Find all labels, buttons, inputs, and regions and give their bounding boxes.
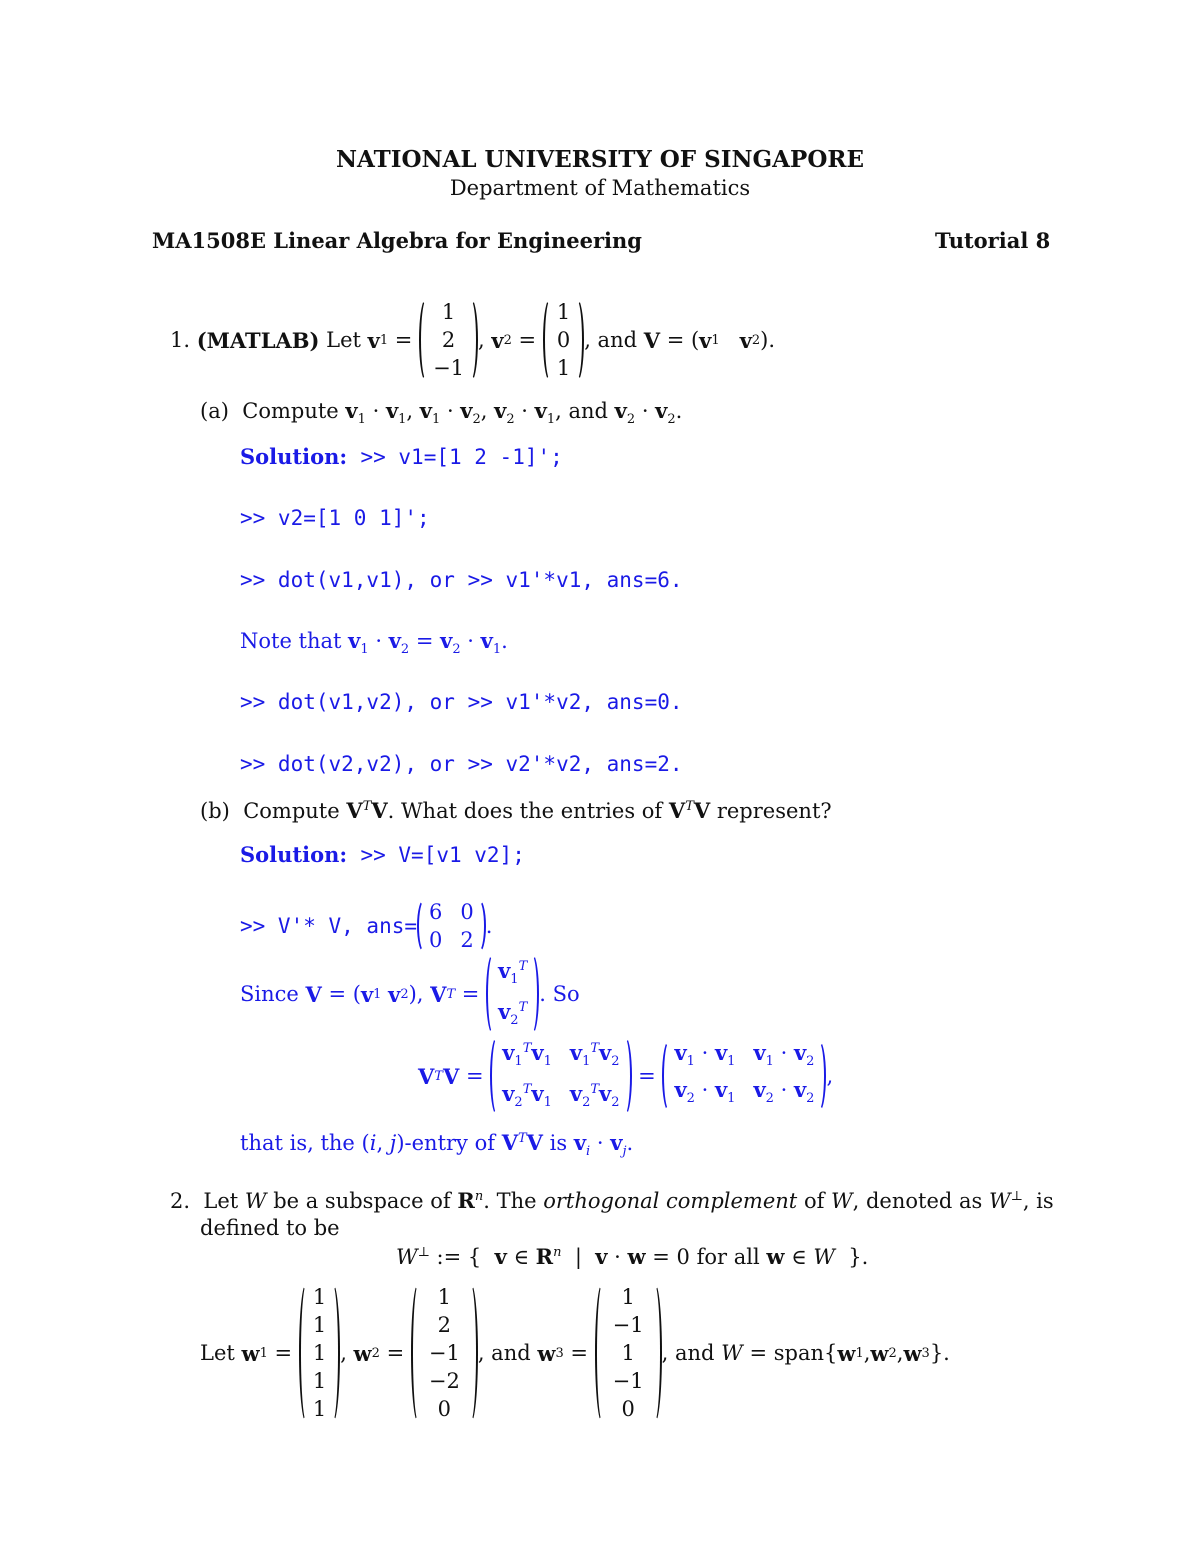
q1b-task: (b) Compute $V^TV$. What does the entries of $V^TV$ represent? <box>200 798 832 823</box>
q1b-label: (b) <box>200 799 230 823</box>
q1a-code5: >> dot(v2,v2), or >> v2'*v2, ans=2. <box>240 752 683 776</box>
course-title: MA1508E Linear Algebra for Engineering <box>152 228 642 253</box>
q2-let-line: Let w 1 = 1 1 1 1 1 , w 2 = 1 2 −1 −2 0 , and w 3 = 1 −1 1 −1 0 , and W = span { w 1 , w 2 , w 3 }. <box>200 1285 950 1421</box>
department-title: Department of Mathematics <box>449 176 751 200</box>
q1b-that-is: that is, the (i, j)-entry of $V^TV$ is $v_i \cdot v_j$. <box>240 1130 634 1160</box>
q1b-since-line: Since V = ( v 1 v 2 ), V T = $v_1^T$ $v_2^T$ . So <box>240 964 580 1024</box>
q1-let: Let <box>326 327 361 352</box>
q1a-task: (a) Compute $v_1 \cdot v_1$, $v_1 \cdot v_2$, $v_2 \cdot v_1$, and $v_2 \cdot v_2$. <box>200 398 683 428</box>
w2-vector: 1 2 −1 −2 0 <box>411 1283 478 1423</box>
q1a-note: Note that $v_1 \cdot v_2 = v_2 \cdot v_1$. <box>240 628 508 658</box>
q2-statement-line1: 2. Let W be a subspace of $R^n$. The orthogonal complement of W, denoted as W⊥, is <box>170 1188 1054 1213</box>
q1b-solution-line1 <box>240 844 525 866</box>
q2-statement-line2: defined to be <box>200 1216 340 1240</box>
q1b-code2: >> V'* V, ans= <box>240 913 418 938</box>
q2-definition: W⊥ := { v ∈ $R^n$ | v · w = 0 for all w ∈ W }. <box>396 1244 869 1269</box>
w3-vector: 1 −1 1 −1 0 <box>595 1283 662 1423</box>
q2-term: orthogonal complement <box>543 1189 798 1213</box>
v1-vector: 1 2 −1 <box>419 298 478 382</box>
q1b-solution-label: Solution: <box>240 842 348 867</box>
q1a-solution-label: Solution: <box>240 444 348 469</box>
q1-and: , and <box>584 327 638 352</box>
q1a-code2: >> v2=[1 0 1]'; <box>240 506 430 530</box>
q1b-code1: >> V=[v1 v2]; <box>360 843 525 867</box>
q1-tag: (MATLAB) <box>196 327 320 353</box>
ans-matrix: 6 0 0 2 <box>417 899 486 953</box>
q1a-code4: >> dot(v1,v2), or >> v1'*v2, ans=0. <box>240 690 683 714</box>
q1a-code1: >> v1=[1 2 -1]'; <box>360 445 563 469</box>
w1-vector: 1 1 1 1 1 <box>299 1283 340 1423</box>
q1b-vtv-equation: V T V = $v_1^Tv_1$ $v_1^Tv_2$ $v_2^Tv_1$ $v_2^Tv_2$ = $v_1 \cdot v_1$ $v_1 \cdot v_2$ $v_2 \cdot v_1$ $v_2 \cdot v_2$ , <box>418 1044 833 1108</box>
q2-number: 2. <box>170 1189 191 1213</box>
q1a-label: (a) <box>200 399 229 423</box>
v2-vector: 1 0 1 <box>543 298 584 382</box>
q1-number: 1. <box>170 327 191 352</box>
q1a-code3: >> dot(v1,v1), or >> v1'*v1, ans=6. <box>240 568 683 592</box>
q1a-compute: Compute <box>242 399 339 423</box>
q1-statement: 1. (MATLAB) Let v 1 = 1 2 −1 , v 2 = 1 0 1 , and V = ( v 1 v 2 ). <box>170 300 776 380</box>
q1b-code2-line: >> V'* V, ans= 6 0 0 2 . <box>240 900 493 952</box>
university-title: NATIONAL UNIVERSITY OF SINGAPORE <box>335 146 865 173</box>
tutorial-number: Tutorial 8 <box>935 228 1051 253</box>
q1a-solution-line1 <box>240 446 563 468</box>
